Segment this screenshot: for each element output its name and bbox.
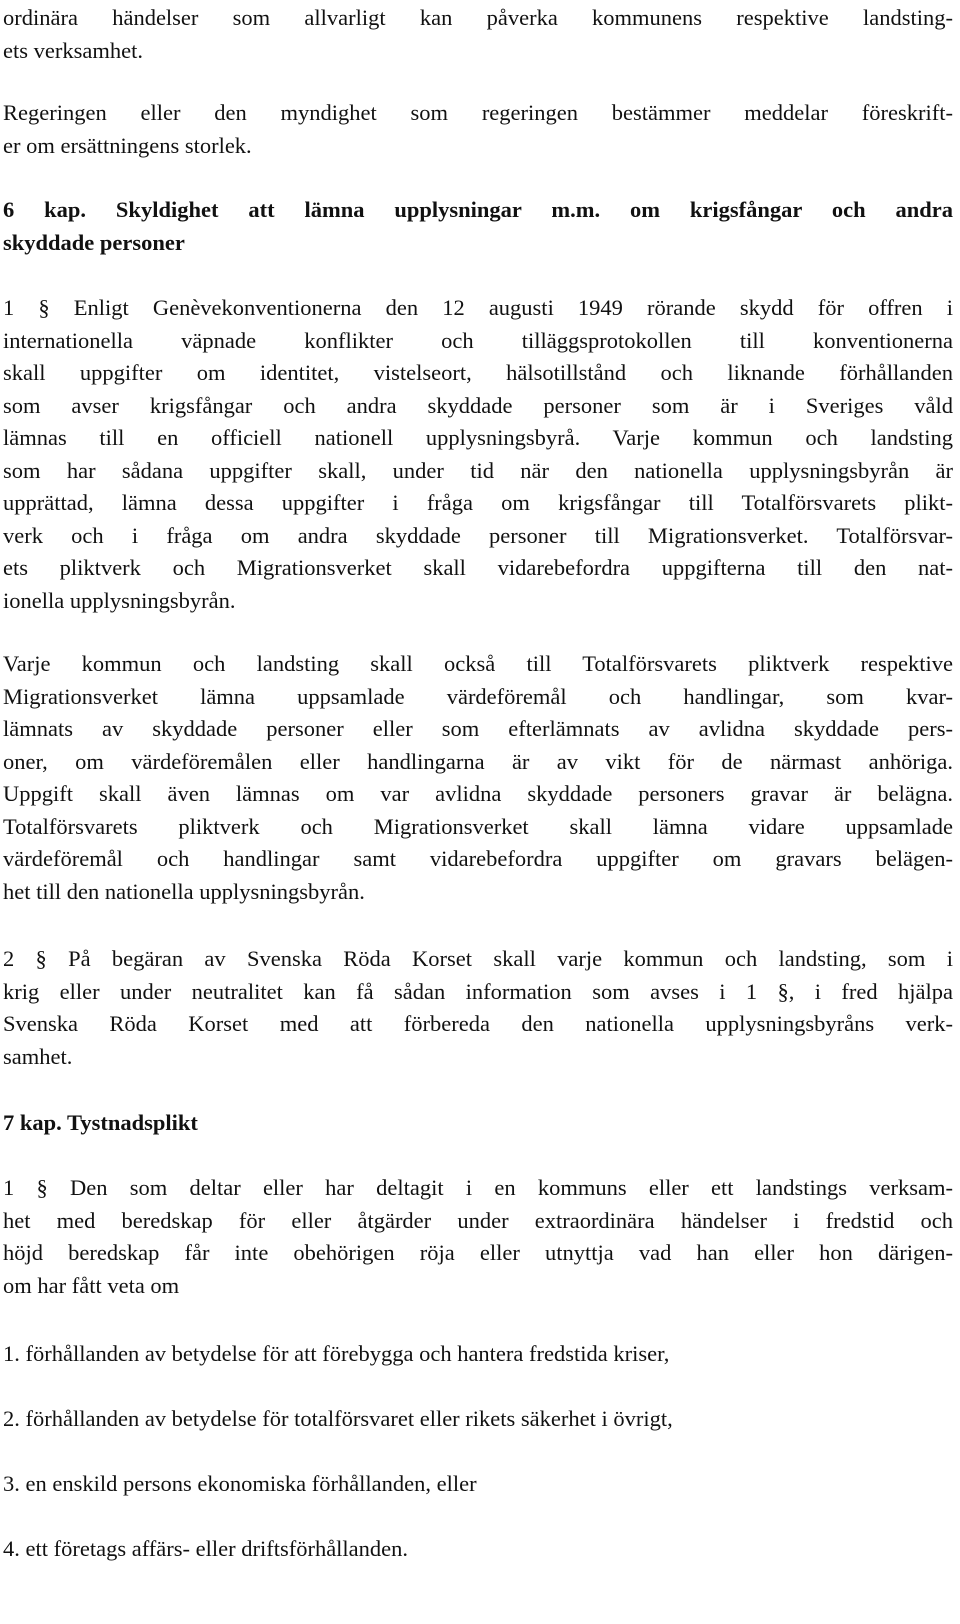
text-line: upprättad, lämna dessa uppgifter i fråga om krigsfångar till Totalförsvarets plikt- [3, 490, 953, 515]
text-line: lämnas till en officiell nationell upplysningsbyrå. Varje kommun och landsting [3, 425, 953, 450]
text-line: krig eller under neutralitet kan få sådan information som avses i 1 §, i fred hjälpa [3, 978, 953, 1004]
text-line: oner, om värdeföremålen eller handlingarna är av vikt för de närmast anhöriga. [3, 748, 953, 774]
text-line: som avser krigsfångar och andra skyddade personer som är i Sveriges våld [3, 392, 953, 418]
text-line: Regeringen eller den myndighet som regeringen bestämmer meddelar föreskrift- [3, 100, 953, 125]
text-line: ionella upplysningsbyrån. [3, 587, 236, 613]
text-line: om har fått veta om [3, 1272, 180, 1298]
numbered-list-item [3, 1403, 953, 1436]
numbered-list-item [3, 1533, 953, 1566]
text-line: Migrationsverket lämna uppsamlade värdeföremål och handlingar, som kvar- [3, 683, 953, 709]
text-line: som har sådana uppgifter skall, under tid när den nationella upplysningsbyrån är [3, 457, 953, 483]
list-item: 4. ett företags affärs- eller driftsförhållanden. [3, 1536, 409, 1561]
text-line: ordinära händelser som allvarligt kan påverka kommunens respektive landsting- [3, 5, 953, 30]
text-line: 2 § På begäran av Svenska Röda Korset skall varje kommun och landsting, som i [3, 946, 953, 971]
text-line: ets verksamhet. [3, 37, 143, 63]
text-line: samhet. [3, 1043, 73, 1069]
text-line: lämnats av skyddade personer eller som efterlämnats av avlidna skyddade pers- [3, 716, 953, 741]
text-line: värdeföremål och handlingar samt vidarebefordra uppgifter om gravars belägen- [3, 846, 953, 871]
text-line: het med beredskap för eller åtgärder under extraordinära händelser i fredstid och [3, 1207, 953, 1233]
text-line: verk och i fråga om andra skyddade personer till Migrationsverket. Totalförsvar- [3, 522, 953, 548]
heading-line: 7 kap. Tystnadsplikt [3, 1110, 198, 1135]
chapter-6-heading [3, 194, 953, 259]
regeringen-paragraph [3, 97, 953, 162]
heading-line: skyddade personer [3, 229, 185, 255]
text-line: Svenska Röda Korset med att förbereda den nationella upplysningsbyråns verk- [3, 1011, 953, 1036]
text-line: 1 § Enligt Genèvekonventionerna den 12 augusti 1949 rörande skydd för offren i [3, 295, 953, 320]
list-item: 1. förhållanden av betydelse för att förebygga och hantera fredstida kriser, [3, 1341, 670, 1366]
text-line: Totalförsvarets pliktverk och Migrationsverket skall lämna vidare uppsamlade [3, 813, 953, 839]
chapter-6-section-1 [3, 292, 953, 617]
text-line: 1 § Den som deltar eller har deltagit i en kommuns eller ett landstings verksam- [3, 1175, 953, 1200]
text-line: höjd beredskap får inte obehörigen röja eller utnyttja vad han eller hon därigen- [3, 1240, 953, 1265]
heading-line: 6 kap. Skyldighet att lämna upplysningar m.m. om krigsfångar och andra [3, 197, 953, 222]
text-line: Uppgift skall även lämnas om var avlidna skyddade personers gravar är belägna. [3, 781, 953, 806]
text-line: het till den nationella upplysningsbyrån. [3, 878, 365, 904]
text-line: er om ersättningens storlek. [3, 132, 252, 158]
chapter-7-heading [3, 1107, 953, 1140]
list-item: 3. en enskild persons ekonomiska förhållanden, eller [3, 1471, 477, 1496]
chapter-6-section-1-paragraph-2 [3, 648, 953, 908]
intro-paragraph [3, 2, 953, 67]
text-line: ets pliktverk och Migrationsverket skall vidarebefordra uppgifterna till den nat- [3, 555, 953, 580]
numbered-list-item [3, 1468, 953, 1501]
numbered-list-item [3, 1338, 953, 1371]
list-item: 2. förhållanden av betydelse för totalförsvaret eller rikets säkerhet i övrigt, [3, 1406, 673, 1431]
chapter-7-section-1 [3, 1172, 953, 1302]
text-line: skall uppgifter om identitet, vistelseort, hälsotillstånd och liknande förhållanden [3, 360, 953, 385]
text-line: Varje kommun och landsting skall också till Totalförsvarets pliktverk respektive [3, 651, 953, 676]
chapter-6-section-2 [3, 943, 953, 1073]
text-line: internationella väpnade konflikter och tilläggsprotokollen till konventionerna [3, 327, 953, 353]
